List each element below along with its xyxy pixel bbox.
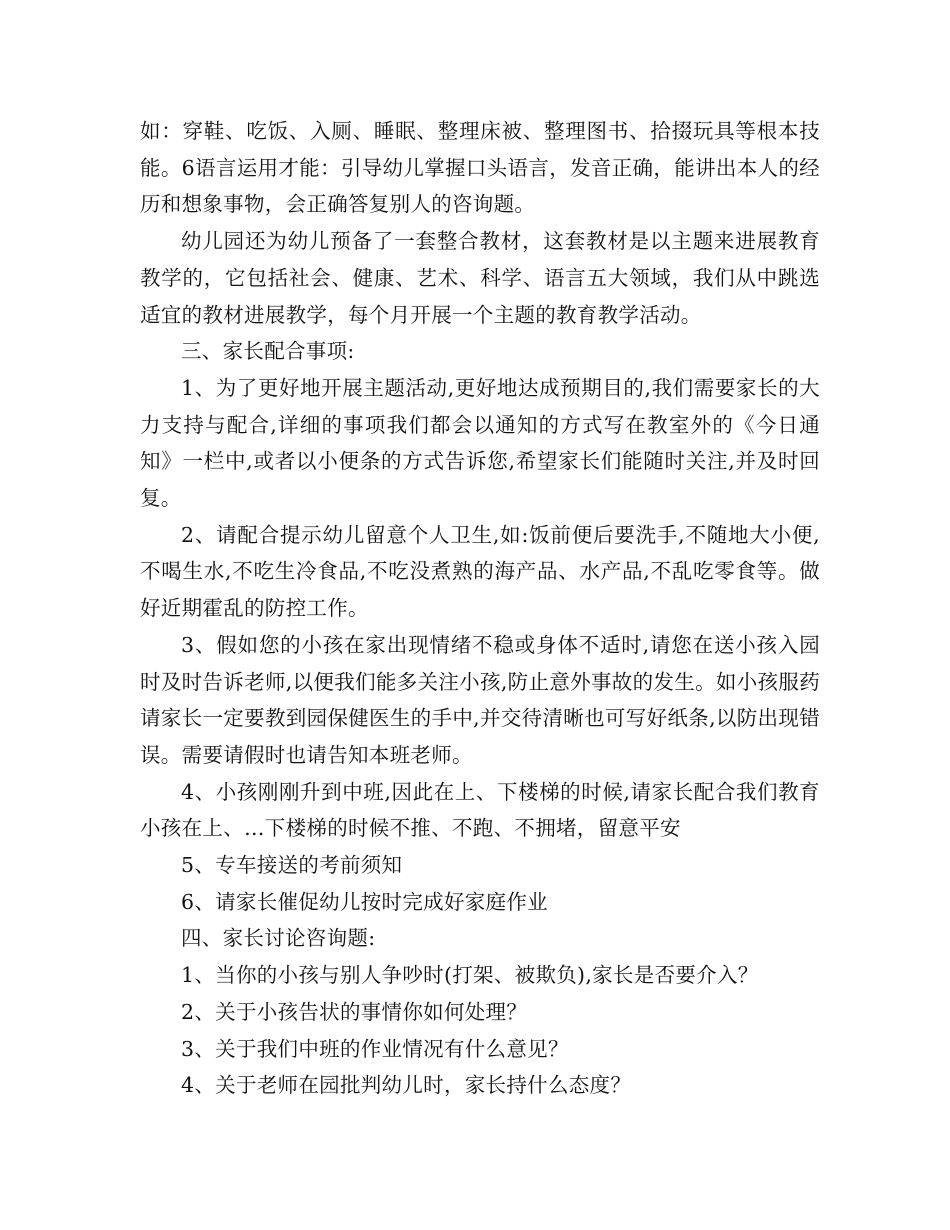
paragraph-skills: 如：穿鞋、吃饭、入厕、睡眠、整理床被、整理图书、拾掇玩具等根本技能。6语言运用才能：引导幼儿掌握口头语言，发音正确，能讲出本人的经历和想象事物，会正确答复别人的咨询题。 (140, 119, 820, 217)
document-page (140, 113, 820, 1104)
list-item-cooperation-1: 1、为了更好地开展主题活动,更好地达成预期目的,我们需要家长的大力支持与配合,详细的事项我们都会以通知的方式写在教室外的《今日通知》一栏中,或者以小便条的方式告诉您,希望家长们能随时关注,并及时回复。 (140, 375, 820, 511)
list-item-cooperation-5: 5、专车接送的考前须知 (181, 853, 403, 878)
list-item-question-4: 4、关于老师在园批判幼儿时，家长持什么态度？ (181, 1073, 632, 1098)
list-item-cooperation-4: 4、小孩刚刚升到中班,因此在上、下楼梯的时候,请家长配合我们教育小孩在上、…下楼梯的时候不推、不跑、不拥堵，留意平安 (140, 779, 820, 841)
list-item-cooperation-3: 3、假如您的小孩在家出现情绪不稳或身体不适时,请您在送小孩入园时及时告诉老师,以便我们能多关注小孩,防止意外事故的发生。如小孩服药请家长一定要教到园保健医生的手中,并交待清晰也可写好纸条,以防出现错误。需要请假时也请告知本班老师。 (140, 632, 820, 767)
section-heading-parent-cooperation: 三、家长配合事项: (181, 339, 355, 364)
list-item-cooperation-2: 2、请配合提示幼儿留意个人卫生,如:饭前便后要洗手,不随地大小便,不喝生水,不吃生冷食品,不吃没煮熟的海产品、水产品,不乱吃零食等。做好近期霍乱的防控工作。 (140, 522, 820, 621)
section-heading-discussion: 四、家长讨论咨询题: (181, 926, 376, 951)
list-item-question-2: 2、关于小孩告状的事情你如何处理？ (181, 999, 528, 1024)
list-item-cooperation-6: 6、请家长催促幼儿按时完成好家庭作业 (181, 889, 548, 914)
list-item-question-3: 3、关于我们中班的作业情况有什么意见？ (181, 1036, 569, 1061)
list-item-question-1: 1、当你的小孩与别人争吵时(打架、被欺负),家长是否要介入？ (181, 963, 759, 988)
paragraph-textbook: 幼儿园还为幼儿预备了一套整合教材，这套教材是以主题来进展教育教学的，它包括社会、健康、艺术、科学、语言五大领域，我们从中跳选适宜的教材进展教学，每个月开展一个主题的教育教学活动。 (140, 229, 820, 327)
